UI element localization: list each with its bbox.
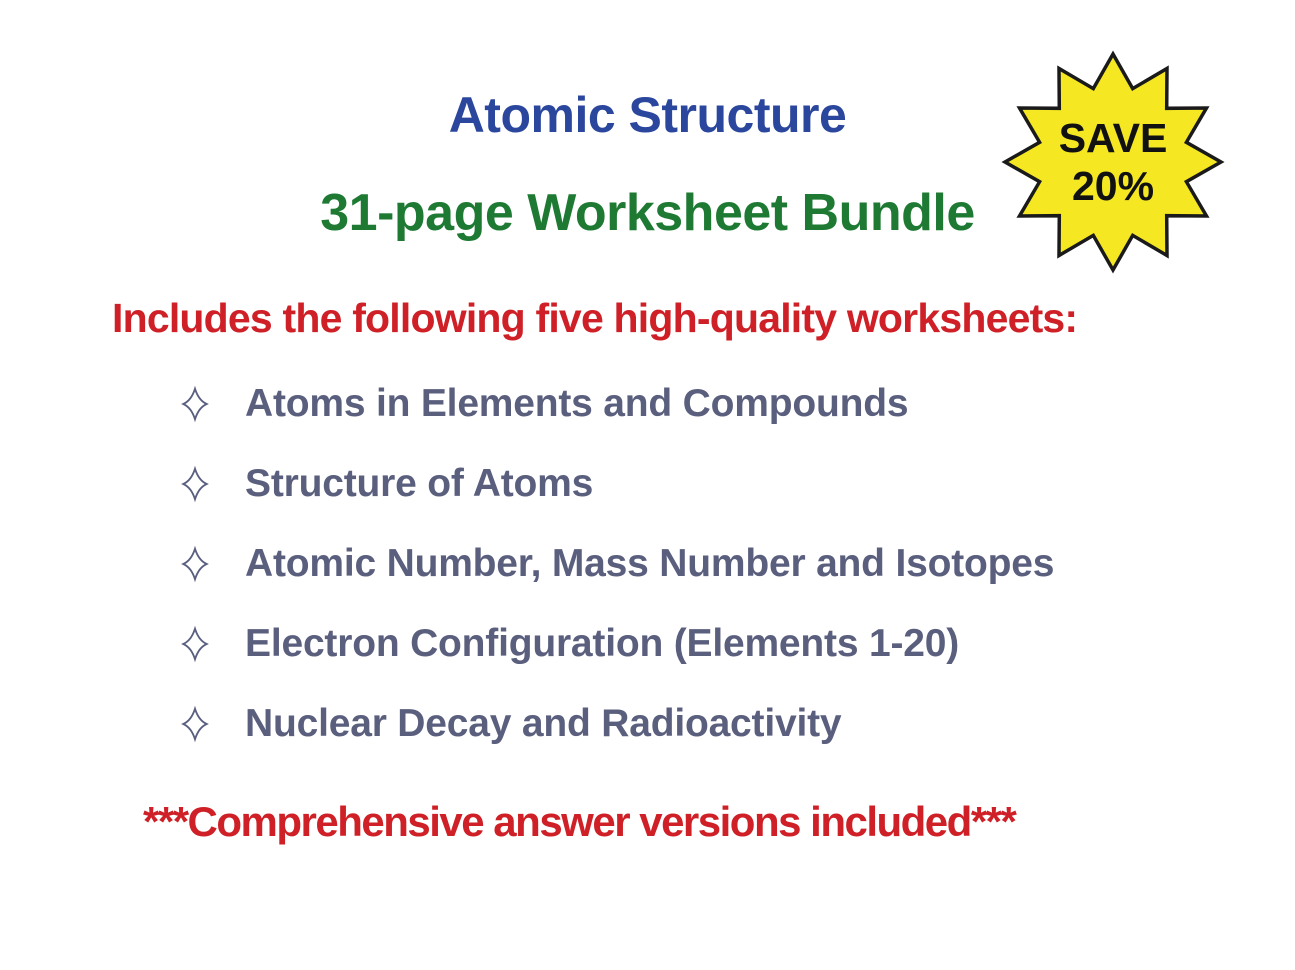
four-pointed-star-icon	[176, 386, 214, 422]
list-item-label: Atoms in Elements and Compounds	[245, 382, 909, 425]
page-subtitle: 31-page Worksheet Bundle	[320, 184, 975, 242]
badge-text	[1001, 50, 1225, 274]
intro-text: Includes the following five high-quality worksheets:	[112, 295, 1078, 341]
four-pointed-star-icon	[176, 466, 214, 502]
list-item	[176, 701, 1054, 747]
footer-text: ***Comprehensive answer versions included***	[143, 798, 1016, 845]
list-item-label: Electron Configuration (Elements 1-20)	[245, 622, 959, 665]
list-item-label: Nuclear Decay and Radioactivity	[245, 702, 842, 745]
four-pointed-star-icon	[176, 626, 214, 662]
page-title: Atomic Structure	[448, 87, 847, 143]
badge-save-label: SAVE	[1058, 115, 1168, 161]
save-badge	[1001, 50, 1225, 274]
four-pointed-star-icon	[176, 706, 214, 742]
list-item	[176, 541, 1054, 587]
list-item	[176, 461, 1054, 507]
list-item-label: Atomic Number, Mass Number and Isotopes	[245, 542, 1055, 585]
list-item-label: Structure of Atoms	[245, 462, 594, 505]
worksheet-list	[176, 381, 1054, 781]
four-pointed-star-icon	[176, 546, 214, 582]
badge-discount-label: 20%	[1071, 163, 1155, 209]
list-item	[176, 621, 1054, 667]
list-item	[176, 381, 1054, 427]
